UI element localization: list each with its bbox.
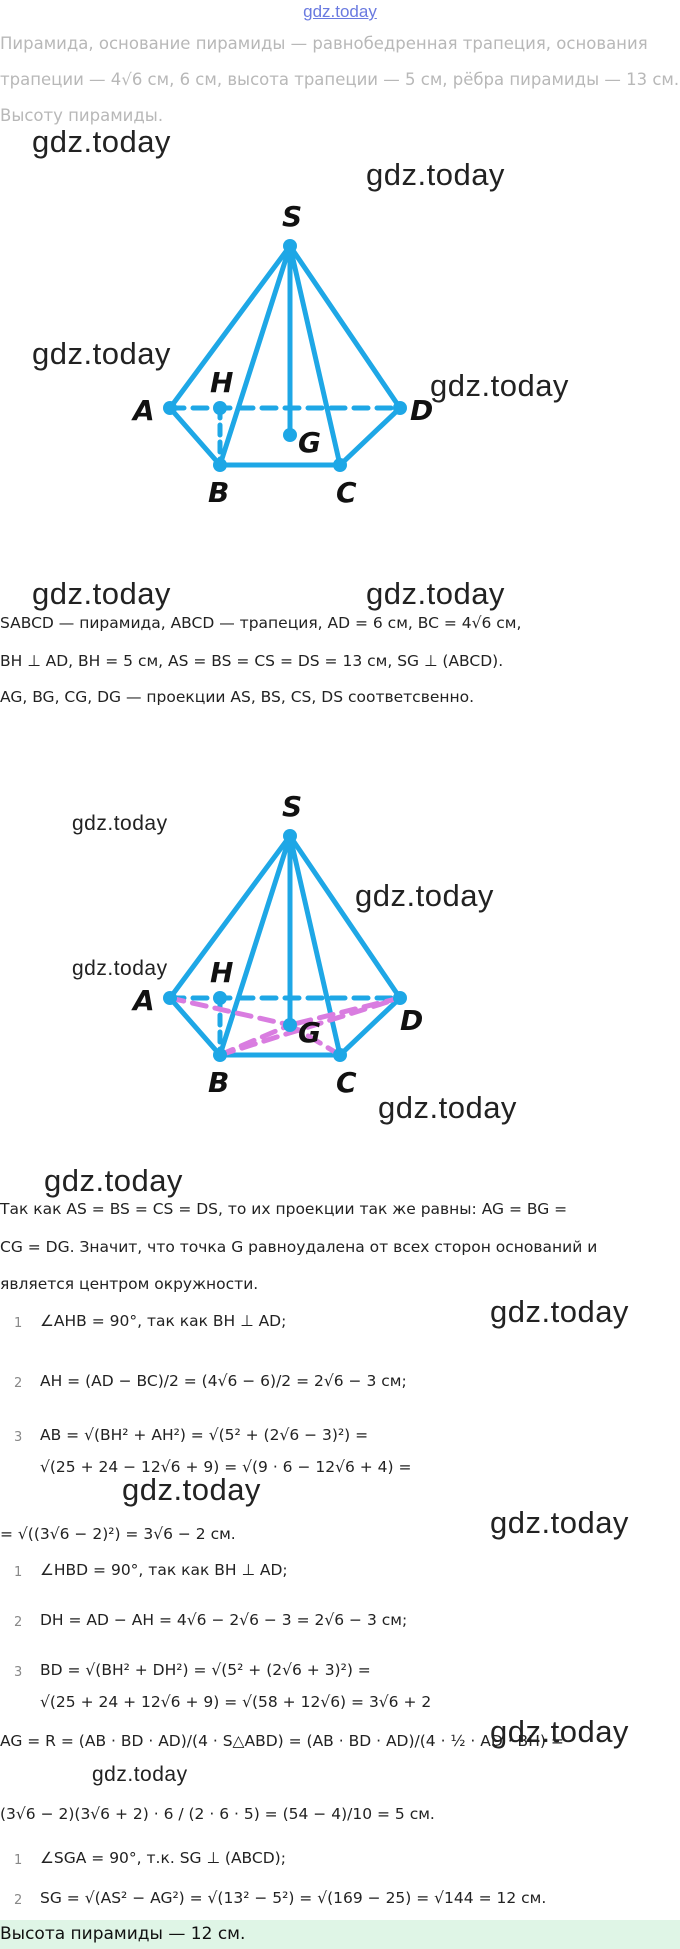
watermark: gdz.today bbox=[32, 124, 171, 159]
pyramid-figure-1 bbox=[0, 190, 680, 530]
step-number: 1 bbox=[14, 1853, 23, 1868]
reason-line-1: Так как AS = BS = CS = DS, то их проекции так же равны: AG = BG = bbox=[0, 1200, 568, 1218]
reason-line-2: CG = DG. Значит, что точка G равноудалена от всех сторон оснований и bbox=[0, 1238, 598, 1256]
label-b: B bbox=[208, 476, 230, 509]
watermark: gdz.today bbox=[490, 1714, 629, 1749]
watermark: gdz.today bbox=[366, 157, 505, 192]
step-number: 2 bbox=[14, 1376, 23, 1391]
step-3a: AB = √(BH² + AH²) = √(5² + (2√6 − 3)²) = bbox=[40, 1426, 369, 1444]
label-g: G bbox=[298, 1016, 321, 1049]
watermark: gdz.today bbox=[32, 336, 171, 371]
step-3c: = √((3√6 − 2)²) = 3√6 − 2 см. bbox=[0, 1525, 236, 1543]
label-a: A bbox=[133, 984, 155, 1017]
given-line-3: AG, BG, CG, DG — проекции AS, BS, CS, DS соответсвенно. bbox=[0, 688, 475, 706]
label-s: S bbox=[282, 790, 303, 823]
label-d: D bbox=[400, 1004, 424, 1037]
step-t3b: √(25 + 24 + 12√6 + 9) = √(58 + 12√6) = 3√6 + 2 bbox=[40, 1693, 432, 1711]
step-t2: DH = AD − AH = 4√6 − 2√6 − 3 = 2√6 − 3 см; bbox=[40, 1611, 408, 1629]
radius-line-1: AG = R = (AB · BD · AD)/(4 · S△ABD) = (AB · BD · AD)/(4 · ½ · AD · BH) = bbox=[0, 1732, 564, 1750]
watermark: gdz.today bbox=[366, 576, 505, 611]
watermark: gdz.today bbox=[44, 1163, 183, 1198]
site-link[interactable]: gdz.today bbox=[303, 2, 377, 21]
watermark: gdz.today bbox=[378, 1090, 517, 1125]
step-3b: √(25 + 24 − 12√6 + 9) = √(9 · 6 − 12√6 + 4) = bbox=[40, 1458, 412, 1476]
step-1: ∠AHB = 90°, так как BH ⊥ AD; bbox=[40, 1312, 287, 1330]
watermark: gdz.today bbox=[72, 812, 168, 835]
watermark: gdz.today bbox=[490, 1505, 629, 1540]
label-d: D bbox=[410, 394, 434, 427]
step-number: 2 bbox=[14, 1893, 23, 1908]
watermark: gdz.today bbox=[122, 1472, 261, 1507]
answer-bar: Высота пирамиды — 12 см. bbox=[0, 1920, 680, 1949]
problem-condition: Пирамида, основание пирамиды — равнобедренная трапеция, основания трапеции — 4√6 см, 6 см, высота трапеции — 5 см, рёбра пирамиды — 13 см. Высоту пирамиды. bbox=[0, 34, 680, 125]
step-number: 2 bbox=[14, 1615, 23, 1630]
given-line-2: BH ⊥ AD, BH = 5 см, AS = BS = CS = DS = 13 см, SG ⊥ (ABCD). bbox=[0, 652, 504, 670]
watermark: gdz.today bbox=[92, 1763, 188, 1786]
step-u1: ∠SGA = 90°, т.к. SG ⊥ (ABCD); bbox=[40, 1849, 286, 1867]
step-number: 1 bbox=[14, 1565, 23, 1580]
label-c: C bbox=[336, 476, 357, 509]
step-u2: SG = √(AS² − AG²) = √(13² − 5²) = √(169 − 25) = √144 = 12 см. bbox=[40, 1889, 547, 1907]
label-h: H bbox=[210, 956, 234, 989]
watermark: gdz.today bbox=[490, 1294, 629, 1329]
label-a: A bbox=[133, 394, 155, 427]
step-number: 3 bbox=[14, 1665, 23, 1680]
watermark: gdz.today bbox=[355, 878, 494, 913]
step-number: 3 bbox=[14, 1430, 23, 1445]
watermark: gdz.today bbox=[32, 576, 171, 611]
radius-line-2: (3√6 − 2)(3√6 + 2) · 6 / (2 · 6 · 5) = (54 − 4)/10 = 5 см. bbox=[0, 1805, 435, 1823]
given-line-1: SABCD — пирамида, ABCD — трапеция, AD = 6 см, BC = 4√6 см, bbox=[0, 614, 522, 632]
reason-line-3: является центром окружности. bbox=[0, 1275, 259, 1293]
watermark: gdz.today bbox=[72, 957, 168, 980]
pyramid-figure-2 bbox=[0, 780, 680, 1120]
label-h: H bbox=[210, 366, 234, 399]
label-c: C bbox=[336, 1066, 357, 1099]
watermark: gdz.today bbox=[430, 368, 569, 403]
step-t1: ∠HBD = 90°, так как BH ⊥ AD; bbox=[40, 1561, 288, 1579]
label-b: B bbox=[208, 1066, 230, 1099]
step-number: 1 bbox=[14, 1316, 23, 1331]
label-s: S bbox=[282, 200, 303, 233]
label-g: G bbox=[298, 426, 321, 459]
step-t3a: BD = √(BH² + DH²) = √(5² + (2√6 + 3)²) = bbox=[40, 1661, 371, 1679]
step-2: AH = (AD − BC)/2 = (4√6 − 6)/2 = 2√6 − 3 см; bbox=[40, 1372, 407, 1390]
